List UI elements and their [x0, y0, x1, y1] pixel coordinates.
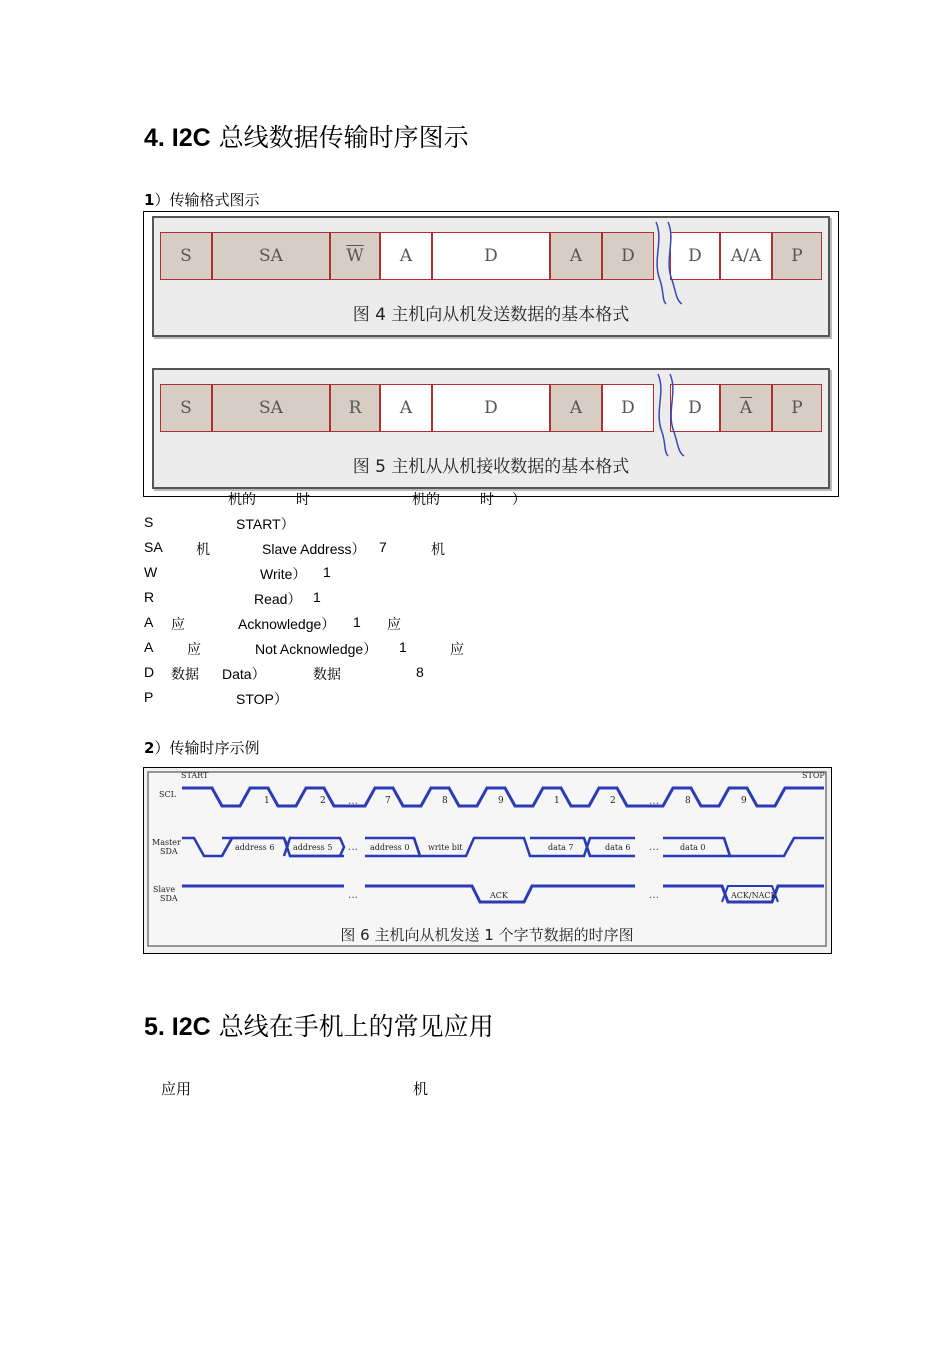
part-2-text: ）传输时序示例	[154, 739, 260, 757]
clock-number: 1	[554, 796, 560, 806]
part-2-heading	[144, 737, 259, 758]
f4-cell-w: $\overline{W}$	[330, 232, 380, 280]
figure-4	[152, 216, 830, 337]
f4-cell-a2: A	[550, 232, 602, 280]
section-4-number: 4. I2C	[144, 124, 211, 152]
scl-label: SCL	[159, 790, 176, 799]
legend-desc: 应	[187, 641, 201, 657]
break-mark-5	[652, 372, 692, 458]
f5-cell-nack: $\overline{A}$	[720, 384, 772, 432]
figure-4-cells	[160, 232, 824, 280]
f4-cell-d2: D	[602, 232, 654, 280]
section-5-title: 总线在手机上的常见应用	[210, 1012, 494, 1041]
legend-desc: Write）	[260, 566, 307, 582]
legend-desc: Data）	[222, 666, 266, 682]
f4-cell-sa: SA	[212, 232, 330, 280]
legend-key: S	[144, 514, 154, 530]
legend-key: P	[144, 689, 154, 705]
gap-dots: …	[348, 890, 358, 901]
clock-number: 8	[685, 796, 691, 806]
f4-cell-a: A	[380, 232, 432, 280]
part-2-number: 2	[144, 739, 155, 757]
clock-number: 1	[264, 796, 270, 806]
master-bit-label: data 0	[680, 843, 706, 852]
f5-cell-s: S	[160, 384, 212, 432]
clock-number: 2	[320, 796, 326, 806]
legend-desc: STOP）	[236, 691, 288, 707]
master-bit-label: address 6	[235, 843, 275, 852]
gap-dots: …	[649, 890, 659, 901]
legend-desc: 1	[399, 639, 407, 655]
f4-cell-d3: D	[670, 232, 720, 280]
f4-cell-a-nack: A/A	[720, 232, 772, 280]
master-bit-label: address 5	[293, 843, 333, 852]
master-label: Master	[152, 838, 181, 847]
legend-desc: Acknowledge）	[238, 616, 336, 632]
f4-cell-p: P	[772, 232, 822, 280]
partial-text-1: 机的	[228, 491, 256, 507]
legend-key: A	[144, 639, 154, 655]
stop-label: STOP	[802, 771, 825, 780]
f5-cell-r: R	[330, 384, 380, 432]
f5-cell-sa: SA	[212, 384, 330, 432]
legend-key: A	[144, 614, 154, 630]
f5-cell-d3: D	[670, 384, 720, 432]
section-4-title: 总线数据传输时序图示	[210, 123, 469, 152]
legend-desc: 1	[353, 614, 361, 630]
legend-desc: 1	[323, 564, 331, 580]
f5-cell-d2: D	[602, 384, 654, 432]
section-4-heading	[144, 118, 469, 154]
legend-desc: 1	[313, 589, 321, 605]
gap-dots: …	[348, 842, 358, 853]
partial-text-5: ）	[512, 491, 526, 507]
f5-cell-d: D	[432, 384, 550, 432]
master-bit-label: data 6	[605, 843, 631, 852]
legend-desc: 应	[387, 616, 401, 632]
timing-figure-frame	[143, 767, 832, 954]
section-5-number: 5. I2C	[144, 1013, 211, 1041]
master-bit-label: address 0	[370, 843, 410, 852]
timing-diagram	[144, 768, 831, 953]
clock-number: 9	[741, 796, 747, 806]
legend-desc: 应	[171, 616, 185, 632]
master-sda-label: SDA	[160, 847, 178, 856]
legend-desc: 8	[416, 664, 424, 680]
legend-desc: Read）	[254, 591, 302, 607]
partial-text-4: 时	[480, 491, 494, 507]
gap-dots: …	[649, 842, 659, 853]
legend-desc: 应	[450, 641, 464, 657]
legend-desc: 7	[379, 539, 387, 555]
legend-desc: START）	[236, 516, 295, 532]
gap-dots: …	[348, 796, 358, 807]
gap-dots: …	[649, 796, 659, 807]
part-1-heading	[144, 189, 259, 210]
f4-cell-s: S	[160, 232, 212, 280]
legend-desc: Slave Address）	[262, 541, 366, 557]
slave-sda-label: SDA	[160, 894, 178, 903]
f4-cell-d: D	[432, 232, 550, 280]
legend-key: R	[144, 589, 155, 605]
master-bit-label: data 7	[548, 843, 574, 852]
legend-key: D	[144, 664, 155, 680]
clock-number: 2	[610, 796, 616, 806]
tail-text-1: 应用	[161, 1081, 192, 1098]
figure-6-caption: 图 6 主机向从机发送 1 个字节数据的时序图	[340, 926, 634, 944]
legend-desc: 数据	[171, 666, 199, 682]
f5-cell-p: P	[772, 384, 822, 432]
format-figure-frame	[143, 211, 839, 497]
legend-key: SA	[144, 539, 163, 555]
break-mark-4	[650, 220, 690, 306]
clock-number: 8	[442, 796, 448, 806]
master-bit-label: write bit	[428, 843, 463, 852]
clock-number: 7	[385, 796, 391, 806]
legend-desc: Not Acknowledge）	[255, 641, 378, 657]
ack-label: ACK	[490, 891, 508, 900]
f5-cell-a2: A	[550, 384, 602, 432]
start-label: START	[181, 771, 209, 780]
part-1-number: 1	[144, 191, 155, 209]
f5-cell-a: A	[380, 384, 432, 432]
ack-nack-label: ACK/NACK	[731, 891, 777, 900]
legend-desc: 数据	[313, 666, 341, 682]
partial-text-2: 时	[296, 491, 310, 507]
legend-key: W	[144, 564, 158, 580]
figure-5	[152, 368, 830, 489]
figure-4-caption: 图 4 主机向从机发送数据的基本格式	[352, 305, 630, 325]
partial-text-3: 机的	[412, 491, 440, 507]
slave-label: Slave	[153, 885, 176, 894]
legend-desc: 机	[196, 541, 210, 557]
section-5-heading	[144, 1007, 494, 1043]
clock-number: 9	[498, 796, 504, 806]
tail-text-2: 机	[413, 1081, 429, 1098]
part-1-text: ）传输格式图示	[154, 191, 260, 209]
figure-5-cells	[160, 384, 824, 432]
figure-5-caption: 图 5 主机从从机接收数据的基本格式	[352, 457, 630, 477]
legend-desc: 机	[431, 541, 445, 557]
